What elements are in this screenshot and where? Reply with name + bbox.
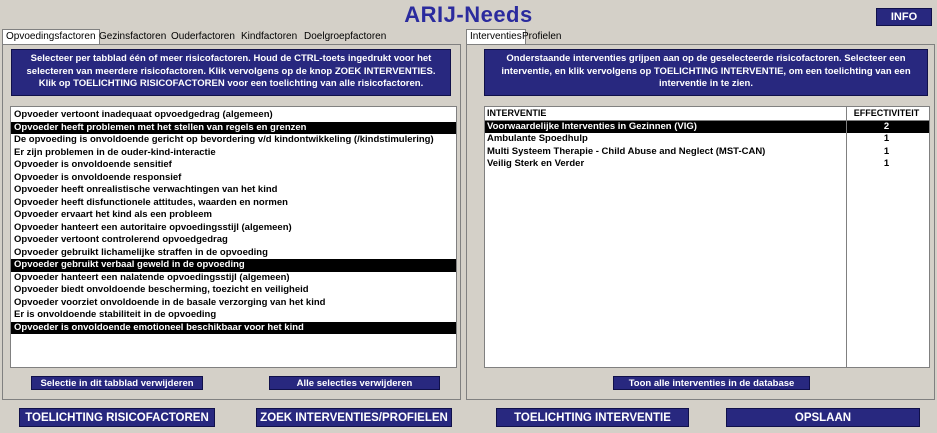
table-row[interactable] <box>485 120 929 133</box>
table-row[interactable] <box>485 158 929 171</box>
intervention-name: Voorwaardelijke Interventies in Gezinnen (VIG) <box>485 120 844 133</box>
tab-ouderfactoren[interactable]: Ouderfactoren <box>171 31 235 42</box>
left-instructions: Selecteer per tabblad één of meer risicofactoren. Houd de CTRL-toets ingedrukt voor het selecteren van meerdere risicofactoren. Klik vervolgens op de knop ZOEK INTERVENTIES. Klik op TOELICHTING RISICOFACTOREN voor een toelichting van alle risicofactoren. <box>11 49 451 96</box>
right-panel <box>466 44 935 400</box>
list-item[interactable]: De opvoeding is onvoldoende gericht op bevordering v/d kindontwikkeling (/kindstimulering) <box>14 134 434 145</box>
zoek-interventies-button[interactable]: ZOEK INTERVENTIES/PROFIELEN <box>256 408 452 427</box>
intervention-grid[interactable] <box>484 106 930 368</box>
column-header-effectiviteit[interactable]: EFFECTIVITEIT <box>844 107 929 120</box>
right-tabstrip <box>466 30 666 45</box>
list-item[interactable]: Opvoeder ervaart het kind als een probleem <box>14 209 212 220</box>
right-instructions: Onderstaande interventies grijpen aan op de geselecteerde risicofactoren. Selecteer een interventie, en klik vervolgens op TOELICHTING INTERVENTIE, om een toelichting van een interventie in te zien. <box>484 49 928 96</box>
list-item[interactable]: Opvoeder gebruikt lichamelijke straffen in de opvoeding <box>14 246 268 258</box>
table-row[interactable] <box>485 146 929 159</box>
toelichting-risicofactoren-button[interactable]: TOELICHTING RISICOFACTOREN <box>19 408 215 427</box>
show-all-interventions-button[interactable]: Toon alle interventies in de database <box>613 376 810 390</box>
left-tabstrip <box>2 30 457 45</box>
tab-kindfactoren[interactable]: Kindfactoren <box>241 31 298 42</box>
list-item[interactable]: Opvoeder voorziet onvoldoende in de basale verzorging van het kind <box>14 296 326 308</box>
list-item[interactable]: Opvoeder is onvoldoende emotioneel beschikbaar voor het kind <box>11 322 456 335</box>
list-item[interactable]: Opvoeder hanteert een nalatende opvoedingsstijl (algemeen) <box>14 271 290 283</box>
toelichting-interventie-button[interactable]: TOELICHTING INTERVENTIE <box>496 408 689 427</box>
list-item[interactable]: Opvoeder hanteert een autoritaire opvoedingsstijl (algemeen) <box>14 221 292 233</box>
tab-gezinsfactoren[interactable]: Gezinsfactoren <box>99 31 167 42</box>
list-item[interactable]: Opvoeder vertoont controlerend opvoedgedrag <box>14 234 228 245</box>
list-item[interactable]: Opvoeder is onvoldoende responsief <box>14 171 182 183</box>
list-item[interactable]: Opvoeder heeft disfunctionele attitudes, waarden en normen <box>14 196 288 208</box>
app-title: ARIJ-Needs <box>404 2 533 27</box>
tab-doelgroepfactoren[interactable]: Doelgroepfactoren <box>304 31 387 42</box>
effectiveness-value: 2 <box>844 120 929 133</box>
clear-tab-selection-button[interactable]: Selectie in dit tabblad verwijderen <box>31 376 203 390</box>
tab-profielen[interactable]: Profielen <box>522 31 562 42</box>
intervention-name: Veilig Sterk en Verder <box>487 158 585 170</box>
tab-opvoedingsfactoren[interactable]: Opvoedingsfactoren <box>2 29 100 45</box>
clear-all-selections-button[interactable]: Alle selecties verwijderen <box>269 376 440 390</box>
list-item[interactable]: Opvoeder heeft onrealistische verwachtingen van het kind <box>14 184 278 195</box>
intervention-name: Multi Systeem Therapie - Child Abuse and Neglect (MST-CAN) <box>487 145 766 157</box>
list-item[interactable]: Opvoeder gebruikt verbaal geweld in de opvoeding <box>11 259 456 272</box>
list-item[interactable]: Er is onvoldoende stabiliteit in de opvoeding <box>14 309 217 320</box>
info-button[interactable]: INFO <box>876 8 932 26</box>
effectiveness-value: 1 <box>883 158 890 170</box>
left-panel <box>2 44 461 400</box>
list-item[interactable]: Opvoeder biedt onvoldoende bescherming, toezicht en veiligheid <box>14 284 309 295</box>
intervention-table <box>485 107 929 171</box>
column-separator <box>846 107 847 367</box>
risk-factor-list[interactable] <box>10 106 457 368</box>
column-header-interventie[interactable]: INTERVENTIE <box>485 107 844 120</box>
effectiveness-value: 1 <box>883 133 890 145</box>
list-item[interactable]: Opvoeder heeft problemen met het stellen van regels en grenzen <box>11 122 456 135</box>
table-row[interactable] <box>485 133 929 146</box>
tab-interventies[interactable]: Interventies <box>466 29 526 45</box>
effectiveness-value: 1 <box>883 145 890 157</box>
list-item[interactable]: Opvoeder vertoont inadequaat opvoedgedrag (algemeen) <box>14 109 273 120</box>
list-item[interactable]: Opvoeder is onvoldoende sensitief <box>14 159 172 170</box>
intervention-name: Ambulante Spoedhulp <box>487 133 588 145</box>
list-item[interactable]: Er zijn problemen in de ouder-kind-interactie <box>14 146 216 158</box>
opslaan-button[interactable]: OPSLAAN <box>726 408 920 427</box>
